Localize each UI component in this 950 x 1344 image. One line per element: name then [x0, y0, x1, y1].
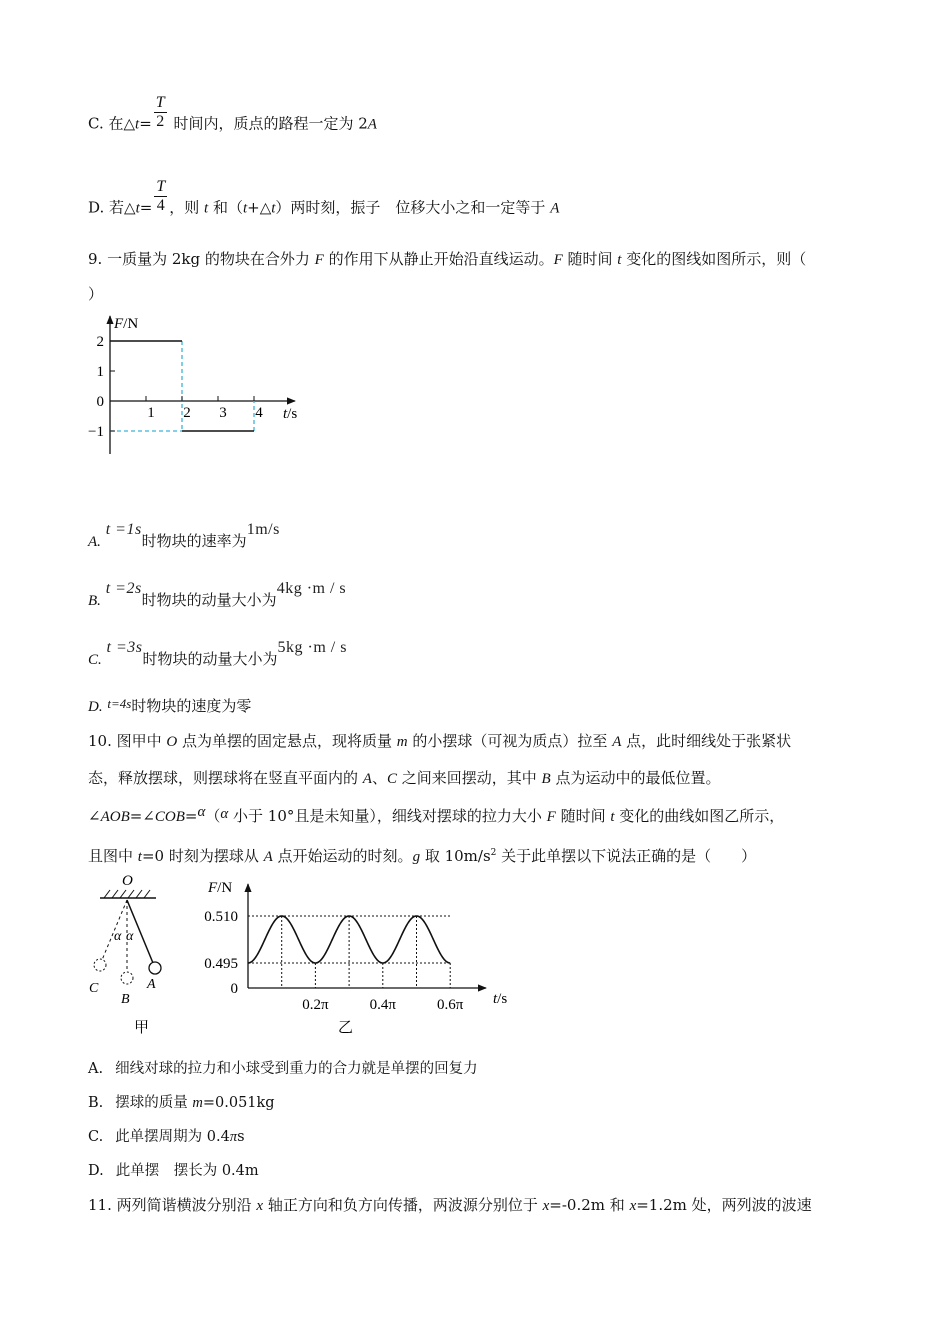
- label-alpha-left: α: [114, 929, 122, 944]
- chart2-y-label: F/N: [208, 880, 233, 896]
- ball-a: [149, 962, 161, 974]
- label-b: B: [121, 992, 130, 1007]
- chart1-y-tick-label: 0: [96, 394, 104, 410]
- question-10-line-4: 且图中 t=0 时刻为摆球从 A 点开始运动的时刻。g 取 $10m/s^2$ 关于此单摆以下说法正确的是（ ）: [88, 847, 757, 865]
- fraction-t-over-4: $\frac{T}{4}$: [156, 178, 166, 214]
- chart1-x-tick-label: 2: [183, 405, 191, 421]
- chart2-x-tick-label: 0.4π: [369, 997, 396, 1013]
- option-10c: C. 此单摆周期为 0.4πs: [88, 1129, 245, 1145]
- question-10-line-1: 10. 图甲中 O 点为单摆的固定悬点，现将质量 m 的小摆球（可视为质点）拉至 A 点，此时细线处于张紧状: [88, 732, 792, 750]
- option-10b: B. 摆球的质量 m=0.051kg: [88, 1095, 275, 1111]
- force-time-chart: [80, 312, 320, 462]
- option-8d: D. 若△t= $\frac{T}{4}$ ，则 t 和（t+△t）两时刻，振子 位移大小之和一定等于 A: [88, 178, 560, 217]
- chart2-x-tick-label: 0.2π: [302, 997, 329, 1013]
- question-11-stem: 11. 两列简谐横波分别沿 x 轴正方向和负方向传播，两波源分别位于 x=-0.2m 和 x=1.2m 处，两列波的波速: [88, 1196, 812, 1214]
- option-10d: D. 此单摆 摆长为 0.4m: [88, 1163, 259, 1179]
- chart1-y-tick-label: 1: [96, 364, 104, 380]
- label-alpha-right: α: [126, 929, 134, 944]
- fraction-t-over-2: $\frac{T}{2}$: [155, 94, 165, 130]
- chart1-x-tick-label: 4: [255, 405, 263, 421]
- option-9b: B. t =2s时物块的动量大小为4kg ·m / s: [88, 580, 347, 609]
- chart2-x-label: t/s: [493, 991, 508, 1007]
- option-10a: A. 细线对球的拉力和小球受到重力的合力就是单摆的回复力: [88, 1061, 478, 1077]
- chart1-y-tick-label: −1: [88, 424, 104, 440]
- chart2-y-tick-label: 0: [230, 981, 238, 997]
- label-a: A: [147, 977, 156, 992]
- chart1-y-tick-label: 2: [96, 334, 104, 350]
- chart2-tension-curve: [248, 916, 450, 963]
- ball-c: [94, 959, 106, 971]
- pendulum-diagram: [82, 870, 182, 1040]
- chart1-y-label: F/N: [114, 316, 139, 332]
- chart2-y-tick-label: 0.510: [204, 909, 238, 925]
- question-9-stem-close: ）: [88, 285, 104, 303]
- option-8c: C. 在△t= $\frac{T}{2}$ 时间内，质点的路程一定为 2A: [88, 94, 377, 133]
- ceiling-hatch: [104, 890, 150, 898]
- question-10-line-2: 态，释放摆球，则摆球将在竖直平面内的 A、C 之间来回摆动，其中 B 点为运动中的最低位置。: [88, 769, 721, 787]
- option-9c: C. t =3s时物块的动量大小为5kg ·m / s: [88, 639, 347, 668]
- caption-jia: 甲: [134, 1020, 150, 1036]
- question-9-stem: 9. 一质量为 2kg 的物块在合外力 F 的作用下从静止开始沿直线运动。F 随时间 t 变化的图线如图所示，则（: [88, 250, 807, 268]
- option-9d: D. t=4s时物块的速度为零: [88, 696, 252, 715]
- chart1-x-label: t/s: [283, 406, 298, 422]
- ball-b: [121, 972, 133, 984]
- caption-yi: 乙: [338, 1020, 354, 1036]
- chart2-x-tick-label: 0.6π: [437, 997, 464, 1013]
- chart1-x-tick-label: 1: [147, 405, 155, 421]
- label-o: O: [122, 873, 133, 889]
- question-10-line-3: ∠AOB=∠COB=α（α 小于 10°且是未知量），细线对摆球的拉力大小 F 随时间 t 变化的曲线如图乙所示，: [88, 804, 785, 825]
- chart1-x-tick-label: 3: [219, 405, 227, 421]
- label-c: C: [89, 981, 99, 996]
- chart2-y-tick-label: 0.495: [204, 956, 238, 972]
- tension-time-chart: [190, 870, 520, 1040]
- option-9a: A. t =1s时物块的速率为1m/s: [88, 521, 280, 550]
